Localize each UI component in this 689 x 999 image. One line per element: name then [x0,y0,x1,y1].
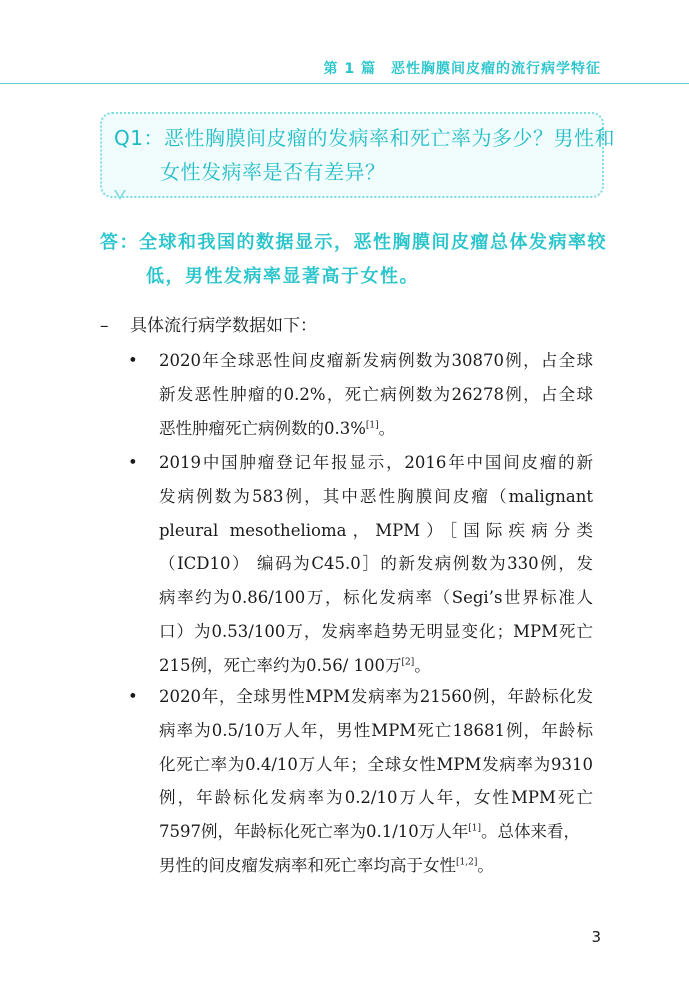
bullet-line: 7597例，年龄标化死亡率为0.1/10万人年[1]。总体来看， [159,822,581,842]
bullet-line: 口）为0.53/100万，发病率趋势无明显变化；MPM死亡 [159,621,593,641]
lead-text: 具体流行病学数据如下： [130,316,317,336]
bullet-dot: • [128,453,138,472]
bullet-line: 男性的间皮瘤发病率和死亡率均高于女性[1,2]。 [159,855,494,875]
question-line-1: Q1：恶性胸膜间皮瘤的发病率和死亡率为多少？男性和 [114,126,615,150]
bullet-line: 2020年，全球男性MPM发病率为21560例，年龄标化发 [159,687,593,706]
answer-line-2: 低，男性发病率显著高于女性。 [146,266,419,287]
citation: [1] [365,420,379,431]
bullet-item [128,446,593,683]
bullet-line: 发病例数为583例，其中恶性胸膜间皮瘤（malignant [159,486,593,506]
bullet-item [128,680,593,883]
bullet-line: 例，年龄标化发病率为0.2/10万人年，女性MPM死亡 [159,788,593,808]
bullet-line: 恶性肿瘤死亡病例数的0.3%[1]。 [159,418,396,438]
answer-line-1: 答：全球和我国的数据显示，恶性胸膜间皮瘤总体发病率较 [100,232,607,253]
bullet-line: 2019中国肿瘤登记年报显示，2016年中国间皮瘤的新 [159,453,593,472]
header-rule [0,83,689,84]
dash-marker: – [100,316,109,336]
bullet-line: 2020年全球恶性间皮瘤新发病例数为30870例，占全球 [159,351,593,370]
page-number: 3 [591,928,601,946]
bullet-line: 病率为0.5/10万人年，男性MPM死亡18681例，年龄标 [159,720,593,740]
lead-paragraph [100,312,317,340]
bullet-dot: • [128,351,138,370]
bullet-dot: • [128,687,138,706]
bullet-line: 病率约为0.86/100万，标化发病率（Segi’s世界标准人 [159,588,593,608]
bullet-item [128,344,593,445]
citation: [1] [468,823,482,834]
bullet-line: 215例，死亡率约为0.56/ 100万[2]。 [159,655,431,675]
question-line-2: 女性发病率是否有差异？ [160,160,386,184]
citation: [1,2] [456,857,478,868]
bullet-line: pleural mesothelioma，MPM）［国际疾病分类 [159,520,593,540]
bullet-line: 新发恶性肿瘤的0.2%，死亡病例数为26278例，占全球 [159,384,593,404]
bullet-line: （ICD10） 编码为C45.0］的新发病例数为330例，发 [159,554,593,574]
bullet-line: 化死亡率为0.4/10万人年；全球女性MPM发病率为9310 [159,754,593,774]
running-header: 第 1 篇 恶性胸膜间皮瘤的流行病学特征 [323,61,601,77]
citation: [2] [401,657,415,668]
